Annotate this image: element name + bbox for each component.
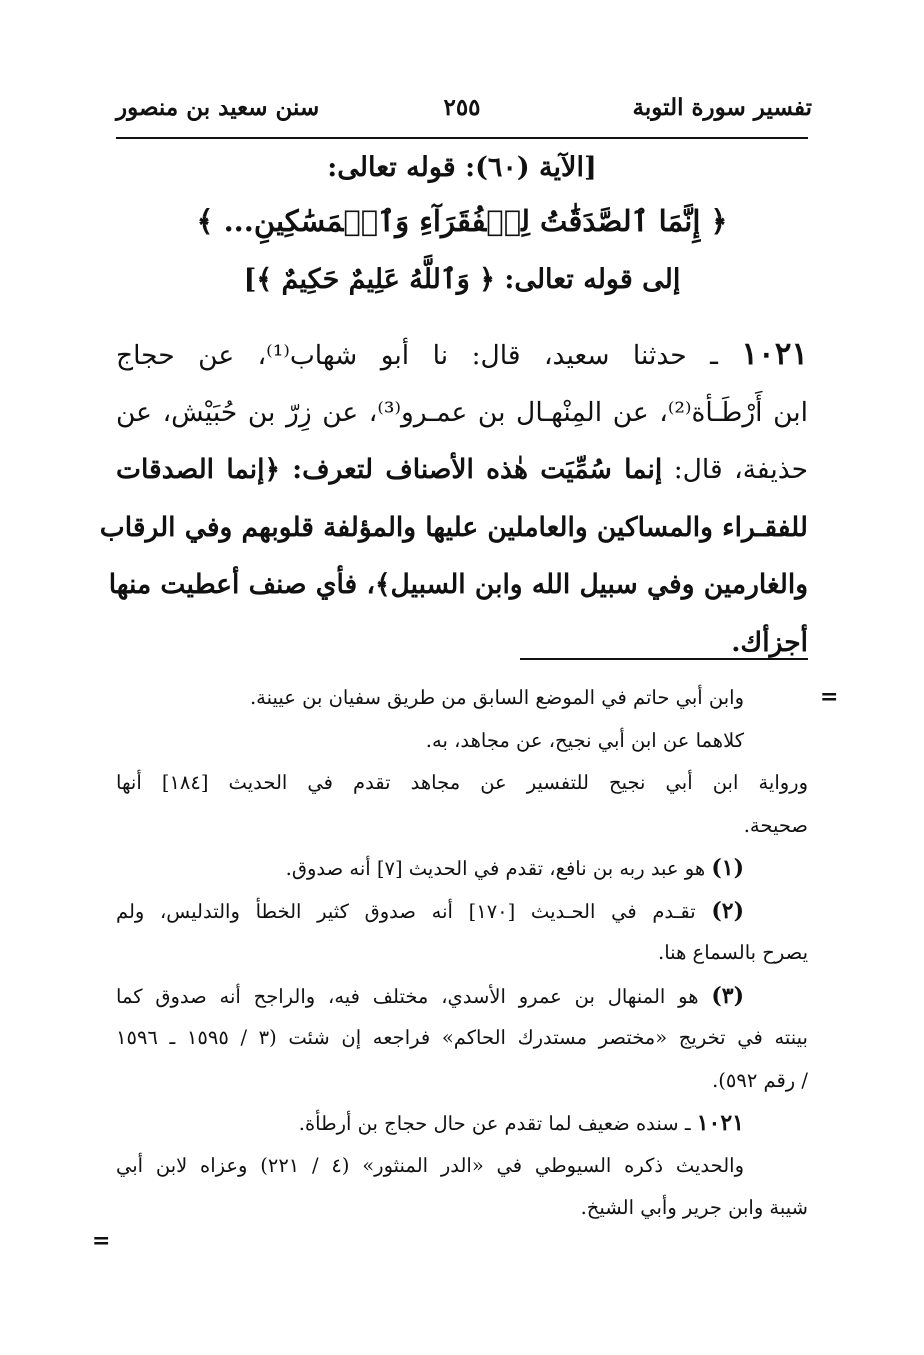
text-line: ابن أَرْطَـأة⁽²⁾، عن المِنْهـال بن عمـرو⁽³⁾، عن زِرّ بن حُبَيْش، عن [116, 396, 808, 428]
footnote-line: يصرح بالسماع هنا. [658, 941, 808, 964]
footnote-line: وابن أبي حاتم في الموضع السابق من طريق سفيان بن عيينة. [249, 686, 744, 709]
footnote-line: والحديث ذكره السيوطي في «الدر المنثور» (٤ / ٢٢١) وعزاه لابن أبي [116, 1153, 744, 1177]
hadith-text [99, 326, 808, 671]
running-header-chapter: تفسير سورة التوبة [632, 94, 812, 121]
takhrij-line: ١٠٢١ ـ سنده ضعيف لما تقدم عن حال حجاج بن أرطأة. [298, 1110, 744, 1136]
footnote-line: كلاهما عن ابن أبي نجيح، عن مجاهد، به. [425, 728, 744, 752]
footnote-line: شيبة وابن جرير وأبي الشيخ. [580, 1196, 808, 1219]
text-line: أجزأك. [731, 626, 808, 658]
footnotes [116, 677, 808, 1230]
verse-heading-end: إلى قوله تعالى: ﴿ وَٱللَّهُ عَلِيمٌ حَكِيمٌ ﴾] [243, 264, 681, 295]
continuation-mark: = [820, 684, 839, 710]
footnote-3: (٣) هو المنهال بن عمرو الأسدي، مختلف فيه، والراجح أنه صدوق كما [116, 982, 744, 1009]
text-line: للفقـراء والمساكين والعاملين عليها والمؤلفة قلوبهم وفي الرقاب [99, 511, 808, 543]
text-line: حذيفة، قال: إنما سُمِّيَت هٰذه الأصناف لتعرف: ﴿إنما الصدقات [116, 454, 808, 485]
continuation-mark: = [92, 1228, 111, 1254]
footnote-line: / رقم ٥٩٢). [712, 1068, 808, 1092]
header-rule [116, 137, 808, 139]
running-header-book-title: سنن سعيد بن منصور [116, 94, 320, 121]
footnote-2: (٢) تقـدم في الحـديث [١٧٠] أنه صدوق كثير الخطأ والتدليس، ولم [116, 897, 744, 924]
page-number: ٢٥٥ [443, 94, 481, 121]
footnote-line: بينته في تخريج «مختصر مستدرك الحاكم» فراجعه إن شئت (٣ / ١٥٩٥ ـ ١٥٩٦ [116, 1026, 808, 1049]
footnote-line: ورواية ابن أبي نجيح للتفسير عن مجاهد تقدم في الحديث [١٨٤] أنها [116, 771, 808, 794]
text-line: ١٠٢١ ـ حدثنا سعيد، قال: نا أبو شهاب⁽¹⁾، عن حجاج [116, 336, 808, 372]
footnote-1: (١) هو عبد ربه بن نافع، تقدم في الحديث [٧] أنه صدوق. [285, 855, 744, 881]
hadith-number: ١٠٢١ [741, 336, 808, 372]
footnote-rule [520, 658, 808, 660]
footnote-line: صحيحة. [743, 813, 808, 837]
verse-quote: ﴿ إِنَّمَا ٱلصَّدَقَٰتُ لِلۡفُقَرَآءِ وَٱلۡمَسَٰكِينِ... ﴾ [196, 204, 728, 238]
text-line: والغارمين وفي سبيل الله وابن السبيل﴾، فأي صنف أعطيت منها [108, 569, 808, 600]
verse-heading: [الآية (٦٠): قوله تعالى: [327, 152, 597, 183]
